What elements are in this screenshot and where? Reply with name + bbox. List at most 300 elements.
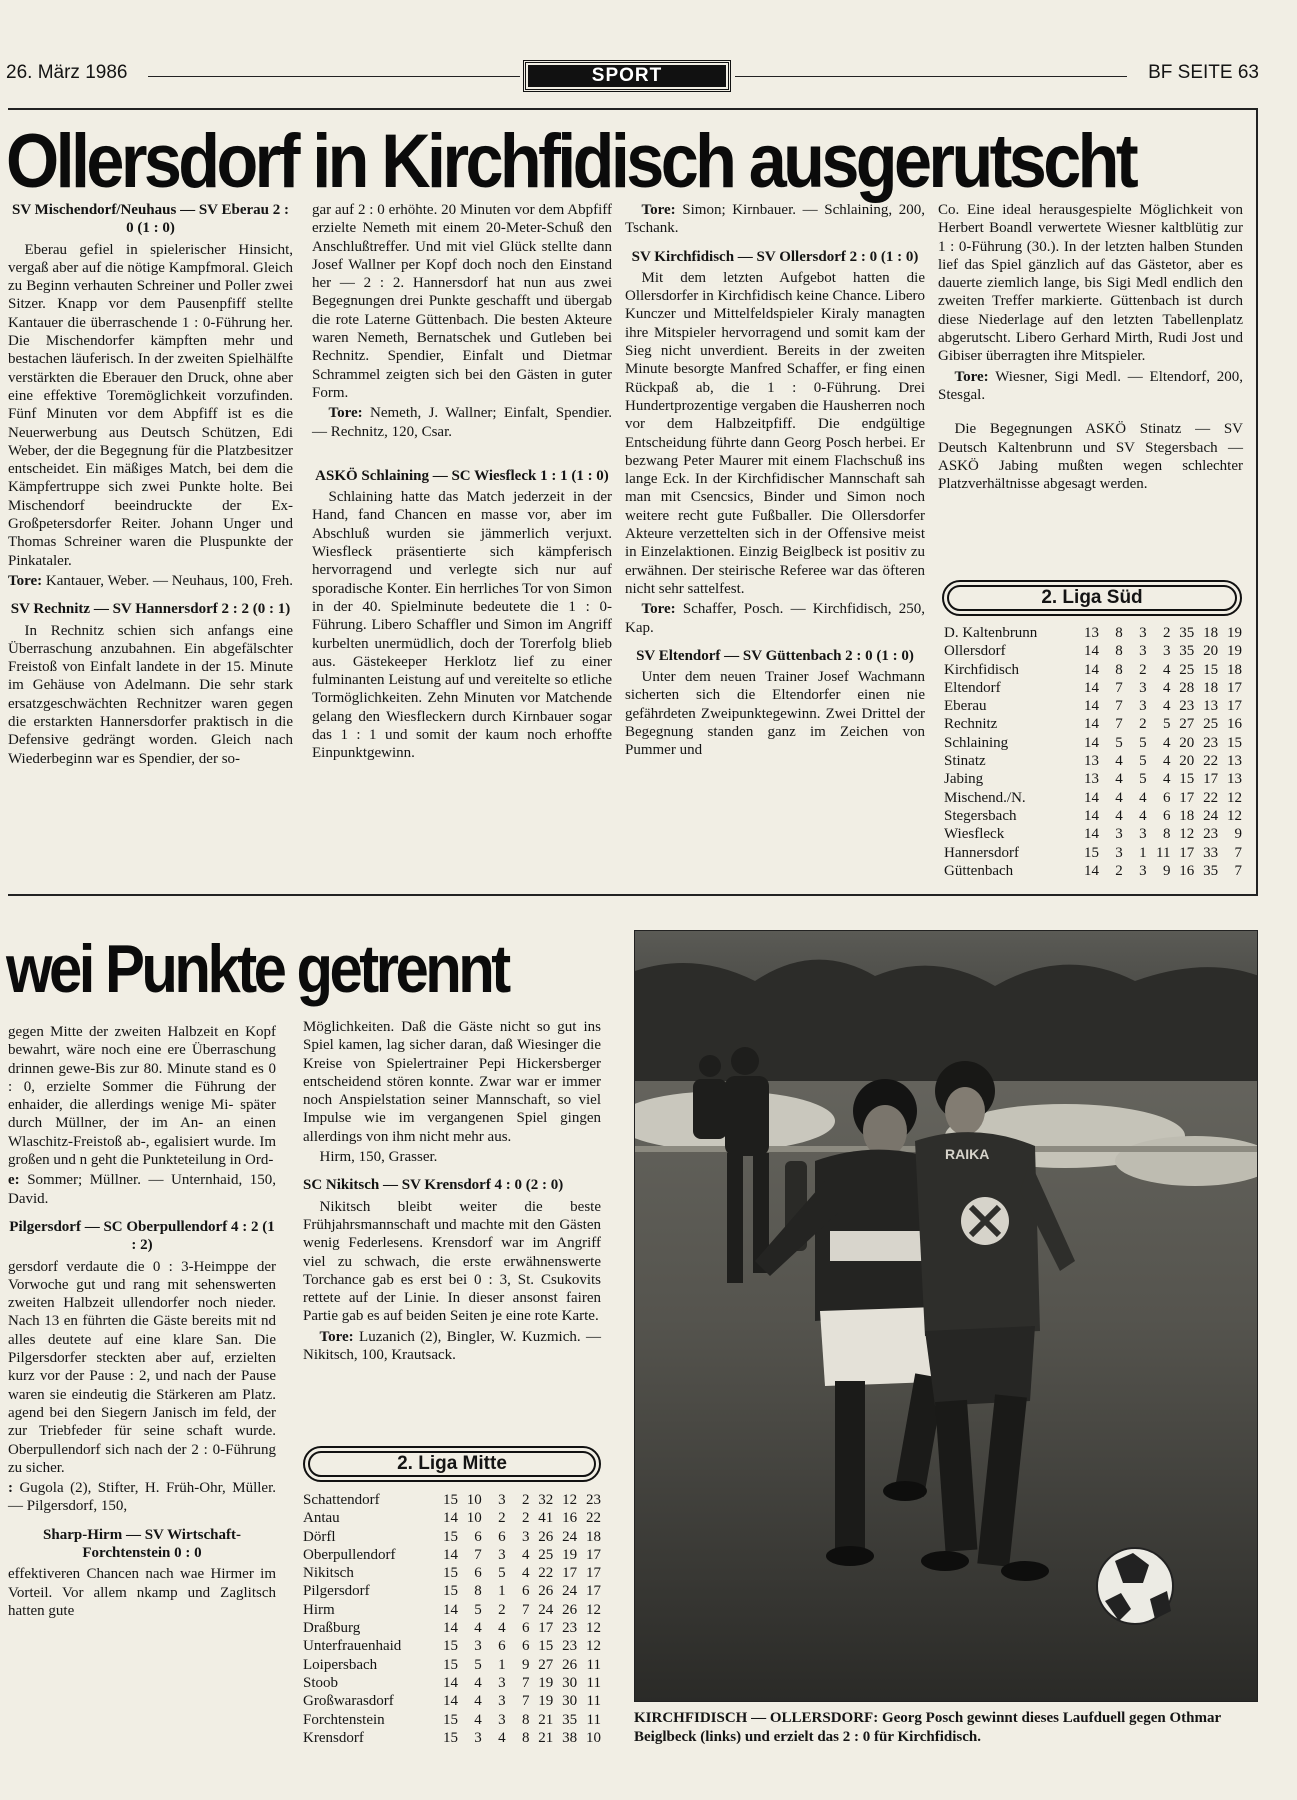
standings-value: 22 bbox=[538, 1565, 554, 1582]
football-players-photo bbox=[635, 931, 1258, 1702]
standings-value: 22 bbox=[1203, 789, 1219, 806]
standings-value: 6 bbox=[498, 1528, 506, 1545]
match-info bbox=[938, 368, 1243, 405]
standings-value: 5 bbox=[474, 1601, 482, 1618]
standings-value: 4 bbox=[1162, 753, 1171, 770]
standings-value: 18 bbox=[1203, 679, 1219, 696]
standings-value: 3 bbox=[474, 1729, 482, 1746]
standings-value: 12 bbox=[1227, 807, 1242, 824]
match-info: Hirm, 150, Grasser. bbox=[319, 1149, 438, 1166]
standings-value: 17 bbox=[1179, 844, 1195, 861]
tore-text: Simon; Kirnbauer. — Schlaining, 200, Tschank. bbox=[625, 202, 926, 237]
standings-value: 21 bbox=[538, 1711, 554, 1728]
team-name: Eltendorf bbox=[944, 679, 1001, 696]
standings-value: 15 bbox=[442, 1638, 458, 1655]
match-report: Mit dem letzten Aufgebot hatten die Ollersdorfer in Kirchfidisch keine Chance. Libero Kunczer und Mittelfeldspieler Kiraly managten ihre Mitspieler hervorragend und somit kam der Sieg nicht unverdient. Bereits in der zweiten Minute besorgte Manfred Schaffer, er fing einen Rückpaß ab, die 1 : 0-Führung. Drei Hundertprozentige vergaben die Hausherren noch vor dem Halbzeitpfiff. Die endgültige Entscheidung führte dann Georg Posch herbei. Er bezwang Peter Maurer mit einem Flachschuß ins lange Eck. In der Kirchfidischer Mannschaft sah man mit Csencsics, Binder und Simon noch weitere recht gute Fußballer. Die Ollersdorfer Akteure verzettelten sich in der Offensive meist in Einzelaktionen. Einzig Beiglbeck ist positiv zu erwähnen. Der steirische Referee war das öfteren nicht sehr sattelfest. bbox=[625, 269, 925, 597]
standings-value: 13 bbox=[1227, 753, 1242, 770]
standings-value: 23 bbox=[562, 1638, 578, 1655]
standings-value: 11 bbox=[1156, 844, 1171, 861]
standings-value: 15 bbox=[442, 1729, 458, 1746]
standings-row bbox=[303, 1564, 601, 1582]
match-info bbox=[8, 572, 293, 590]
standings-row bbox=[303, 1711, 601, 1729]
team-name: Stoob bbox=[303, 1674, 339, 1691]
standings-value: 8 bbox=[1115, 643, 1123, 660]
standings-value: 20 bbox=[1179, 734, 1195, 751]
standings-value: 15 bbox=[442, 1656, 458, 1673]
standings-value: 17 bbox=[586, 1583, 601, 1600]
tore-label: Tore: bbox=[641, 202, 676, 218]
standings-value: 23 bbox=[1179, 698, 1195, 715]
standings-value: 7 bbox=[521, 1601, 530, 1618]
standings-value: 8 bbox=[1162, 826, 1171, 843]
standings-value: 16 bbox=[1227, 716, 1242, 733]
header-rule-right bbox=[735, 76, 1127, 77]
match-report: gersdorf verdaute die 0 : 3-Heimppe der Vorwoche gut und rang mit sehenswerten zweiten Halbzeit ullendorfer noch nieder. Nach 13 en führten die Gäste bereits mit nd alles deutete auf eine klare San. Die Pilgersdorfer steckten aber auf, erzielten kurz vor der Pause : 2, und nach der Pause waren sie eindeutig die Stärkeren am Platz. agend bei den Siegern Janisch im feld, der zur Triebfeder für seine schaft wurde. Oberpullendorf sich nach der 2 : 0-Führung zu sicher. bbox=[8, 1258, 276, 1476]
headline-main: Ollersdorf in Kirchfidisch ausgerutscht bbox=[6, 119, 1136, 204]
standings-value: 23 bbox=[586, 1492, 601, 1508]
standings-value: 19 bbox=[562, 1546, 578, 1563]
standings-value: 17 bbox=[1179, 789, 1195, 806]
team-name: Schattendorf bbox=[303, 1492, 380, 1508]
tore-label: Tore: bbox=[641, 601, 676, 618]
standings-value: 6 bbox=[1162, 789, 1171, 806]
standings-row bbox=[303, 1509, 601, 1527]
standings-value: 16 bbox=[1179, 862, 1195, 879]
standings-value: 3 bbox=[1139, 679, 1147, 696]
standings-value: 4 bbox=[1115, 789, 1123, 806]
team-name: Draßburg bbox=[303, 1620, 361, 1637]
team-name: Forchtenstein bbox=[303, 1711, 385, 1728]
standings-value: 18 bbox=[1179, 807, 1195, 824]
tore-label: Tore: bbox=[328, 405, 363, 422]
team-name: Eberau bbox=[944, 698, 987, 715]
standings-value: 3 bbox=[474, 1638, 482, 1655]
standings-row bbox=[944, 844, 1242, 862]
team-name: Ollersdorf bbox=[944, 643, 1006, 660]
standings-value: 2 bbox=[1139, 661, 1147, 678]
team-name: Kirchfidisch bbox=[944, 661, 1019, 678]
standings-value: 2 bbox=[1162, 625, 1171, 641]
standings-value: 20 bbox=[1179, 753, 1195, 770]
standings-value: 6 bbox=[474, 1528, 482, 1545]
standings-value: 4 bbox=[1115, 753, 1123, 770]
tore-text: Nemeth, J. Wallner; Einfalt, Spendier. — Rechnitz, 120, Csar. bbox=[312, 405, 612, 440]
standings-row bbox=[944, 661, 1242, 679]
standings-value: 15 bbox=[442, 1528, 458, 1545]
standings-value: 25 bbox=[1203, 716, 1219, 733]
team-name: Schlaining bbox=[944, 734, 1009, 751]
article-column-6 bbox=[303, 1018, 601, 1370]
match-report: Co. Eine ideal herausgespielte Möglichkeit von Herbert Boandl verwertete Wiesner kaltblütig zur 1 : 0-Führung (30.). In der letzten halben Stunden lief das Spiel gänzlich auf das Gästetor, aber es dauerte ziemlich lange, bis Sigi Medl endlich den zweiten Treffer markierte. Güttenbach ist durch diese Niederlage auf den letzten Tabellenplatz abgerutscht. Libero Gerhard Mirth, Rudi Jost und Gibiser überragten ihre Mitspieler. bbox=[938, 202, 1243, 365]
standings-value: 4 bbox=[1115, 771, 1123, 788]
tore-label: Tore: bbox=[319, 1328, 354, 1345]
standings-value: 12 bbox=[1227, 789, 1242, 806]
standings-value: 16 bbox=[562, 1510, 578, 1527]
match-report: effektiveren Chancen nach wae Hirmer im Vorteil. Vor allem nkamp und Zaglitsch hatten gute bbox=[8, 1566, 276, 1619]
standings-value: 14 bbox=[442, 1546, 458, 1563]
standings-value: 7 bbox=[1115, 698, 1123, 715]
standings-value: 17 bbox=[1227, 698, 1242, 715]
standings-row bbox=[303, 1729, 601, 1747]
standings-value: 23 bbox=[1203, 826, 1219, 843]
standings-value: 23 bbox=[1203, 734, 1219, 751]
standings-value: 10 bbox=[466, 1510, 482, 1527]
standings-value: 24 bbox=[1203, 807, 1219, 824]
match-heading: SV Eltendorf — SV Güttenbach 2 : 0 (1 : 0) bbox=[636, 647, 914, 664]
standings-value: 17 bbox=[562, 1565, 578, 1582]
standings-value: 22 bbox=[586, 1510, 601, 1527]
standings-value: 14 bbox=[1083, 826, 1099, 843]
match-heading: SC Nikitsch — SV Krensdorf 4 : 0 (2 : 0) bbox=[303, 1177, 564, 1194]
standings-value: 2 bbox=[521, 1492, 530, 1508]
standings-row bbox=[303, 1656, 601, 1674]
standings-value: 18 bbox=[586, 1528, 601, 1545]
standings-value: 14 bbox=[1083, 698, 1099, 715]
team-name: Mischend./N. bbox=[944, 789, 1026, 806]
standings-value: 10 bbox=[466, 1492, 482, 1508]
standings-value: 4 bbox=[1115, 807, 1123, 824]
photo-caption: KIRCHFIDISCH — OLLERSDORF: Georg Posch gewinnt dieses Laufduell gegen Othmar Beiglbeck (links) und erzielt das 2 : 0 für Kirchfidisch. bbox=[634, 1710, 1221, 1745]
standings-row bbox=[303, 1582, 601, 1600]
team-name: Stinatz bbox=[944, 753, 986, 770]
standings-value: 25 bbox=[538, 1546, 554, 1563]
match-heading: Pilgersdorf — SC Oberpullendorf 4 : 2 (1 : 2) bbox=[9, 1218, 275, 1254]
standings-value: 24 bbox=[562, 1528, 578, 1545]
standings-value: 21 bbox=[538, 1729, 554, 1746]
standings-value: 12 bbox=[586, 1620, 601, 1637]
standings-value: 7 bbox=[1234, 862, 1242, 879]
team-name: Rechnitz bbox=[944, 716, 998, 733]
standings-value: 3 bbox=[1139, 625, 1147, 641]
standings-row bbox=[303, 1491, 601, 1509]
standings-value: 26 bbox=[538, 1528, 554, 1545]
team-name: Antau bbox=[303, 1510, 340, 1527]
standings-value: 3 bbox=[498, 1546, 506, 1563]
standings-value: 4 bbox=[1162, 698, 1171, 715]
match-photo bbox=[634, 930, 1258, 1702]
jersey-text: RAIKA bbox=[945, 1146, 990, 1162]
standings-value: 15 bbox=[538, 1638, 554, 1655]
standings-value: 3 bbox=[1139, 643, 1147, 660]
standings-row bbox=[303, 1637, 601, 1655]
standings-value: 23 bbox=[562, 1620, 578, 1637]
standings-value: 14 bbox=[442, 1620, 458, 1637]
standings-value: 7 bbox=[1234, 844, 1242, 861]
standings-value: 8 bbox=[1115, 625, 1123, 641]
standings-value: 26 bbox=[562, 1656, 578, 1673]
tore-label: Tore: bbox=[8, 572, 43, 589]
section-label bbox=[523, 60, 731, 92]
match-report: In Rechnitz schien sich anfangs eine Überraschung anzubahnen. Ein abgefälschter Freistoß von Einfalt landete in der 15. Minute im Gehäuse von Adelmann. Die sehr stark ersatzgeschwächten Rechnitzer waren gegen die erstarkten Hannersdorfer praktisch in die Defensive gedrängt worden. Gleich nach Wiederbeginn war es Spendier, der so- bbox=[8, 622, 293, 767]
standings-value: 41 bbox=[538, 1510, 554, 1527]
standings-value: 1 bbox=[1139, 844, 1147, 861]
standings-value: 8 bbox=[521, 1711, 530, 1728]
team-name: Hannersdorf bbox=[944, 844, 1019, 861]
standings-value: 19 bbox=[1227, 625, 1242, 641]
standings-value: 15 bbox=[442, 1492, 458, 1508]
match-info bbox=[303, 1328, 601, 1365]
standings-value: 4 bbox=[474, 1674, 482, 1691]
standings-value: 14 bbox=[1083, 807, 1099, 824]
standings-value: 17 bbox=[1227, 679, 1242, 696]
standings-value: 17 bbox=[586, 1565, 601, 1582]
team-name: Stegersbach bbox=[944, 807, 1017, 824]
tore-label: : bbox=[8, 1480, 13, 1497]
standings-value: 3 bbox=[1139, 862, 1147, 879]
standings-value: 18 bbox=[1227, 661, 1242, 678]
team-name: Wiesfleck bbox=[944, 826, 1005, 843]
team-name: Jabing bbox=[944, 771, 984, 788]
standings-value: 35 bbox=[1179, 643, 1195, 660]
standings-value: 5 bbox=[1139, 753, 1147, 770]
standings-value: 14 bbox=[442, 1601, 458, 1618]
standings-row bbox=[944, 862, 1242, 880]
standings-value: 28 bbox=[1179, 679, 1195, 696]
standings-value: 35 bbox=[562, 1711, 578, 1728]
standings-value: 4 bbox=[474, 1711, 482, 1728]
standings-value: 4 bbox=[498, 1729, 506, 1746]
match-report: Schlaining hatte das Match jederzeit in der Hand, fand Chancen en masse vor, aber im Abschluß wurden sie jämmerlich verjuxt. Wiesfleck präsentierte sich kämpferisch hervorragend und verlegte sich nur auf sporadische Konter. Ein herrliches Tor von Simon in der 40. Spielminute bedeutete die 1 : 0-Führung. Libero Schaffler und Simon im Angriff kurbelten unermüdlich, doch der Torerfolg blieb aus. Gästekeeper Herklotz lief zu einer fulminanten Leistung auf und vereitelte so etliche Tormöglichkeiten. Zehn Minuten vor Matchende gelang den Wiesfleckern durch Kirnbauer sogar das 1 : 1 und somit der kaum noch erhoffte Einpunktgewinn. bbox=[312, 489, 612, 762]
standings-row bbox=[303, 1528, 601, 1546]
standings-value: 38 bbox=[562, 1729, 578, 1746]
standings-value: 6 bbox=[521, 1620, 530, 1637]
standings-row bbox=[944, 770, 1242, 788]
standings-value: 7 bbox=[1115, 679, 1123, 696]
standings-value: 11 bbox=[586, 1693, 601, 1710]
standings-row bbox=[944, 825, 1242, 843]
standings-value: 9 bbox=[1162, 862, 1171, 879]
standings-value: 3 bbox=[498, 1492, 506, 1508]
standings-value: 14 bbox=[1083, 661, 1099, 678]
match-heading: SV Mischendorf/Neuhaus — SV Eberau 2 : 0 (1 : 0) bbox=[12, 202, 289, 237]
standings-table-sued bbox=[944, 624, 1242, 880]
standings-value: 7 bbox=[474, 1546, 482, 1563]
standings-value: 3 bbox=[1115, 844, 1123, 861]
standings-value: 14 bbox=[1083, 679, 1099, 696]
standings-value: 7 bbox=[521, 1693, 530, 1710]
match-report: gar auf 2 : 0 erhöhte. 20 Minuten vor dem Abpfiff erzielte Nemeth mit einem 20-Meter-Schuß den Anschlußtreffer. Und mit viel Glück stellte dann Josef Wallner per Kopf doch noch den Einstand her — 2 : 2. Hannersdorf hat nun aus zwei Begegnungen drei Punkte geschafft und übergab die rote Laterne Güttenbach. Die besten Akteure waren Nemeth, Bernatschek und Gutleben bei Rechnitz. Spendier, Einfalt und Dietmar Schrammel zeigten sich bei den Gästen in guter Form. bbox=[312, 202, 612, 401]
standings-value: 10 bbox=[586, 1729, 601, 1746]
standings-row bbox=[944, 624, 1242, 642]
league-title-sued bbox=[942, 580, 1242, 616]
standings-value: 13 bbox=[1083, 625, 1099, 641]
standings-row bbox=[303, 1674, 601, 1692]
standings-value: 15 bbox=[442, 1711, 458, 1728]
standings-value: 11 bbox=[586, 1674, 601, 1691]
standings-value: 24 bbox=[538, 1601, 554, 1618]
standings-row bbox=[303, 1692, 601, 1710]
standings-value: 11 bbox=[586, 1656, 601, 1673]
standings-value: 3 bbox=[1162, 643, 1171, 660]
standings-value: 17 bbox=[586, 1546, 601, 1563]
standings-value: 5 bbox=[498, 1565, 506, 1582]
standings-value: 2 bbox=[521, 1510, 530, 1527]
match-heading: ASKÖ Schlaining — SC Wiesfleck 1 : 1 (1 : 0) bbox=[315, 467, 609, 484]
standings-value: 3 bbox=[1139, 826, 1147, 843]
match-heading: SV Rechnitz — SV Hannersdorf 2 : 2 (0 : 1) bbox=[10, 601, 291, 618]
article-column-2 bbox=[312, 201, 612, 763]
team-name: Dörfl bbox=[303, 1528, 336, 1545]
standings-value: 15 bbox=[1179, 771, 1195, 788]
standings-value: 2 bbox=[498, 1510, 506, 1527]
standings-value: 5 bbox=[1162, 716, 1171, 733]
standings-value: 7 bbox=[1115, 716, 1123, 733]
team-name: Krensdorf bbox=[303, 1729, 364, 1746]
standings-value: 18 bbox=[1203, 625, 1219, 641]
match-heading: SV Kirchfidisch — SV Ollersdorf 2 : 0 (1 : 0) bbox=[631, 248, 919, 265]
standings-value: 13 bbox=[1083, 771, 1099, 788]
standings-row bbox=[944, 642, 1242, 660]
standings-value: 14 bbox=[442, 1510, 458, 1527]
standings-value: 5 bbox=[1139, 734, 1147, 751]
standings-value: 14 bbox=[442, 1674, 458, 1691]
cancellation-note: Die Begegnungen ASKÖ Stinatz — SV Deutsch Kaltenbrunn und SV Stegersbach — ASKÖ Jabing mußten wegen schlechter Platzverhältnisse abgesagt werden. bbox=[938, 421, 1243, 493]
league-title-text: 2. Liga Mitte bbox=[308, 1451, 596, 1477]
team-name: Unterfrauenhaid bbox=[303, 1638, 402, 1655]
standings-value: 5 bbox=[1115, 734, 1123, 751]
article-column-3 bbox=[625, 201, 925, 760]
tore-label: Tore: bbox=[954, 368, 989, 385]
standings-value: 19 bbox=[538, 1674, 554, 1691]
tore-label: e: bbox=[8, 1172, 20, 1189]
standings-value: 14 bbox=[1083, 789, 1099, 806]
standings-value: 27 bbox=[1179, 716, 1195, 733]
standings-value: 4 bbox=[1139, 789, 1147, 806]
standings-value: 25 bbox=[1179, 661, 1195, 678]
tore-text: Sommer; Müllner. — Unternhaid, 150, David. bbox=[8, 1172, 276, 1207]
standings-value: 5 bbox=[474, 1656, 482, 1673]
standings-value: 3 bbox=[1139, 698, 1147, 715]
standings-value: 19 bbox=[1227, 643, 1242, 660]
team-name: Güttenbach bbox=[944, 862, 1014, 879]
standings-value: 19 bbox=[538, 1693, 554, 1710]
team-name: D. Kaltenbrunn bbox=[944, 625, 1038, 641]
header-rule-left bbox=[148, 76, 520, 77]
standings-value: 17 bbox=[538, 1620, 554, 1637]
league-title-text: 2. Liga Süd bbox=[947, 585, 1237, 611]
standings-value: 9 bbox=[521, 1656, 530, 1673]
standings-value: 15 bbox=[442, 1583, 458, 1600]
standings-row bbox=[944, 697, 1242, 715]
tore-text: Kantauer, Weber. — Neuhaus, 100, Freh. bbox=[45, 572, 293, 589]
football-icon bbox=[1097, 1548, 1173, 1624]
standings-value: 20 bbox=[1203, 643, 1219, 660]
standings-row bbox=[944, 679, 1242, 697]
standings-value: 14 bbox=[1083, 862, 1099, 879]
standings-value: 13 bbox=[1083, 753, 1099, 770]
standings-value: 4 bbox=[474, 1693, 482, 1710]
standings-value: 4 bbox=[498, 1620, 506, 1637]
standings-value: 4 bbox=[1162, 771, 1171, 788]
match-heading: Sharp-Hirm — SV Wirtschaft-Forchtenstein 0 : 0 bbox=[43, 1526, 241, 1562]
standings-value: 26 bbox=[538, 1583, 554, 1600]
standings-value: 3 bbox=[498, 1711, 506, 1728]
standings-value: 6 bbox=[521, 1583, 530, 1600]
standings-value: 3 bbox=[521, 1528, 530, 1545]
standings-value: 15 bbox=[1227, 734, 1242, 751]
tore-text: Luzanich (2), Bingler, W. Kuzmich. — Nikitsch, 100, Krautsack. bbox=[303, 1328, 601, 1364]
team-name: Loipersbach bbox=[303, 1656, 378, 1673]
standings-value: 1 bbox=[498, 1656, 506, 1673]
standings-value: 35 bbox=[1179, 625, 1195, 641]
standings-value: 12 bbox=[562, 1492, 578, 1508]
standings-value: 22 bbox=[1203, 753, 1219, 770]
standings-value: 6 bbox=[498, 1638, 506, 1655]
match-info bbox=[312, 404, 612, 441]
article-column-4 bbox=[938, 201, 1243, 493]
match-info bbox=[8, 1171, 276, 1208]
standings-row bbox=[944, 752, 1242, 770]
standings-value: 2 bbox=[1139, 716, 1147, 733]
standings-value: 24 bbox=[562, 1583, 578, 1600]
match-info bbox=[8, 1479, 276, 1516]
standings-row bbox=[944, 734, 1242, 752]
standings-value: 3 bbox=[1115, 826, 1123, 843]
standings-value: 14 bbox=[1083, 716, 1099, 733]
article-column-5 bbox=[8, 1023, 276, 1620]
standings-value: 11 bbox=[586, 1711, 601, 1728]
match-info bbox=[625, 201, 925, 238]
match-report: gegen Mitte der zweiten Halbzeit en Kopf bewahrt, wäre noch eine ere Überraschung drinnen gewe-Bis zur 80. Minute stand es 0 : 0, erzielte Sommer die Führung der enhaider, die allerdings wenige Mi- später durch Müllner, der im An- an einen Wlaschitz-Freistoß ab-, egalisiert wurde. Im großen und n geht die Punkteteilung in Ord- bbox=[8, 1024, 276, 1169]
standings-value: 15 bbox=[442, 1565, 458, 1582]
standings-row bbox=[303, 1546, 601, 1564]
standings-value: 13 bbox=[1227, 771, 1242, 788]
standings-value: 4 bbox=[474, 1620, 482, 1637]
standings-value: 3 bbox=[498, 1693, 506, 1710]
standings-row bbox=[944, 807, 1242, 825]
tore-text: Wiesner, Sigi Medl. — Eltendorf, 200, Stesgal. bbox=[938, 368, 1243, 403]
match-info bbox=[625, 600, 925, 637]
standings-value: 30 bbox=[562, 1674, 578, 1691]
standings-value: 4 bbox=[1162, 734, 1171, 751]
standings-table-mitte bbox=[303, 1491, 601, 1747]
standings-value: 1 bbox=[498, 1583, 506, 1600]
issue-date: 26. März 1986 bbox=[6, 62, 128, 83]
standings-value: 14 bbox=[1083, 734, 1099, 751]
standings-value: 12 bbox=[586, 1601, 601, 1618]
standings-row bbox=[303, 1619, 601, 1637]
standings-value: 8 bbox=[474, 1583, 482, 1600]
headline-secondary: wei Punkte getrennt bbox=[6, 931, 508, 1007]
standings-value: 8 bbox=[521, 1729, 530, 1746]
match-report: Nikitsch bleibt weiter die beste Frühjahrsmannschaft und machte mit den Gästen wenig Federlesens. Krensdorf war im Angriff viel zu schwach, die erste erwähnenswerte Torchance gab es erst bei 0 : 3, St. Csukovits rettete auf der Linie. In dieser ansonst fairen Partie gab es auf beiden Seiten je eine rote Karte. bbox=[303, 1198, 601, 1325]
standings-value: 17 bbox=[1203, 771, 1219, 788]
section-label-text: SPORT bbox=[528, 65, 726, 87]
standings-row bbox=[944, 789, 1242, 807]
match-report: Eberau gefiel in spielerischer Hinsicht, vergaß aber auf die nötige Kampfmoral. Gleich zu Beginn verhauten Schreiner und Poller zwei Sitzer. Knapp vor dem Pausenpfiff stellte Kantauer die überraschende 1 : 0-Führung her. Die Mischendorfer kämpften mehr und bestachen läuferisch. In der zweiten Spielhälfte verstärkten die Eberauer den Druck, ohne aber eine effektive Toremöglichkeit vorzufinden. Fünf Minuten vor dem Abpfiff ist es die Neuerwerbung aus Deutsch Schützen, Edi Weber, der die Begegnung für die Platzbesitzer entscheidet. Ein mäßiges Match, bei dem die Kämpfertruppe sich zwei Punkte holte. Bei Mischendorf beeindruckte der Ex-Großpetersdorfer Reiter. Johann Unger und Thomas Schreiner waren die Pluspunkte der Pinkataler. bbox=[8, 241, 293, 569]
standings-value: 8 bbox=[1115, 661, 1123, 678]
standings-row bbox=[944, 715, 1242, 733]
standings-value: 27 bbox=[538, 1656, 554, 1673]
article-column-1 bbox=[8, 201, 293, 768]
standings-value: 33 bbox=[1203, 844, 1219, 861]
standings-value: 32 bbox=[538, 1492, 554, 1508]
standings-value: 4 bbox=[1162, 679, 1171, 696]
team-name: Pilgersdorf bbox=[303, 1583, 370, 1600]
standings-value: 2 bbox=[1115, 862, 1123, 879]
standings-value: 7 bbox=[521, 1674, 530, 1691]
team-name: Nikitsch bbox=[303, 1565, 354, 1582]
standings-value: 4 bbox=[521, 1565, 530, 1582]
standings-value: 12 bbox=[586, 1638, 601, 1655]
tore-text: Schaffer, Posch. — Kirchfidisch, 250, Kap. bbox=[625, 601, 925, 636]
standings-value: 14 bbox=[442, 1693, 458, 1710]
standings-value: 30 bbox=[562, 1693, 578, 1710]
standings-value: 6 bbox=[474, 1565, 482, 1582]
standings-value: 9 bbox=[1234, 826, 1242, 843]
standings-value: 5 bbox=[1139, 771, 1147, 788]
